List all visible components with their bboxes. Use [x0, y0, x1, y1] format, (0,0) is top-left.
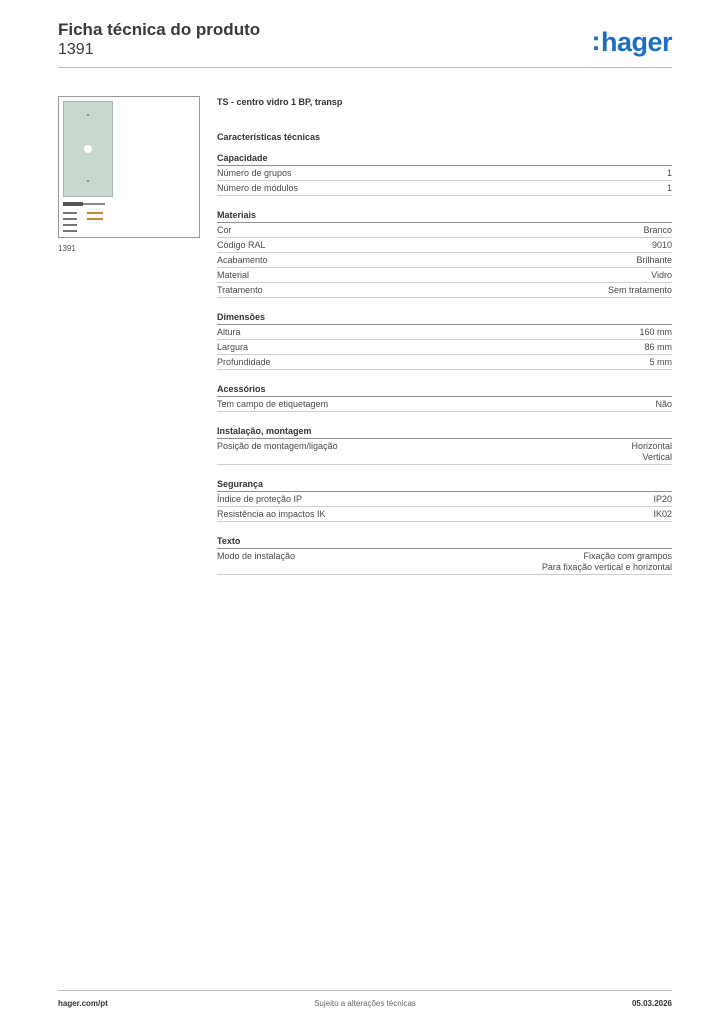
spec-label: Tratamento	[217, 285, 263, 295]
spec-label: Posição de montagem/ligação	[217, 441, 338, 451]
spec-section	[217, 426, 672, 465]
product-number: 1391	[58, 41, 94, 58]
spec-value-line: Brilhante	[636, 255, 672, 265]
spec-label: Resistência ao impactos IK	[217, 509, 326, 519]
header-divider	[58, 67, 672, 68]
spec-row	[217, 166, 672, 181]
spec-row	[217, 549, 672, 575]
spec-label: Cor	[217, 225, 232, 235]
spec-value-line: Sem tratamento	[607, 285, 672, 295]
spec-label: Largura	[217, 342, 249, 352]
spec-row	[217, 492, 672, 507]
spec-row	[217, 397, 672, 412]
spec-value-line: 9010	[651, 240, 672, 250]
plate-screw-top	[87, 114, 89, 116]
spec-section	[217, 153, 672, 196]
spec-value	[653, 509, 672, 520]
spec-value-line: 1	[666, 183, 672, 193]
section-title: Texto	[217, 536, 672, 549]
image-caption: 1391	[58, 244, 76, 253]
spec-value	[636, 255, 672, 266]
page-footer	[58, 990, 672, 1008]
spec-value	[639, 327, 672, 338]
spec-row	[217, 268, 672, 283]
logo-colon: :	[591, 26, 600, 56]
spec-row	[217, 283, 672, 298]
spec-label: Material	[217, 270, 250, 280]
spec-row	[217, 325, 672, 340]
plate-screw-bottom	[87, 180, 89, 182]
spec-label: Código RAL	[217, 240, 266, 250]
spec-label: Número de módulos	[217, 183, 299, 193]
spec-value	[631, 441, 672, 463]
spec-row	[217, 223, 672, 238]
section-title: Segurança	[217, 479, 672, 492]
spec-section	[217, 312, 672, 370]
spec-row	[217, 181, 672, 196]
spec-row	[217, 507, 672, 522]
accessory-bar-tip	[83, 203, 105, 205]
spec-content	[217, 96, 672, 589]
spec-row	[217, 340, 672, 355]
spec-value-line: Não	[655, 399, 672, 409]
spec-value-line: 5 mm	[649, 357, 672, 367]
spec-value-line: 86 mm	[644, 342, 672, 352]
spec-label: Número de grupos	[217, 168, 292, 178]
logo-text: hager	[600, 27, 672, 57]
page-header	[58, 20, 672, 59]
section-title: Capacidade	[217, 153, 672, 166]
legend-line	[63, 218, 77, 220]
spec-value	[653, 494, 672, 505]
section-title: Materiais	[217, 210, 672, 223]
spec-section	[217, 384, 672, 412]
plate-center-hole	[84, 145, 92, 153]
spec-value-line: Vertical	[642, 452, 672, 462]
spec-value-line: 160 mm	[639, 327, 672, 337]
spec-label: Altura	[217, 327, 241, 337]
spec-value-line: Vidro	[651, 270, 672, 280]
tech-characteristics-heading: Características técnicas	[217, 132, 321, 142]
spec-value	[667, 183, 672, 194]
spec-value-line: Horizontal	[631, 441, 672, 451]
spec-label: Acabamento	[217, 255, 268, 265]
spec-section	[217, 479, 672, 522]
spec-sections	[217, 153, 672, 575]
spec-label: Índice de proteção IP	[217, 494, 303, 504]
spec-value	[651, 270, 672, 281]
legend-line-orange	[87, 218, 103, 220]
spec-section	[217, 210, 672, 298]
footer-date: 05.03.2026	[631, 999, 672, 1008]
spec-value	[667, 168, 672, 179]
document-title: Ficha técnica do produto	[58, 20, 261, 39]
spec-value	[644, 342, 672, 353]
spec-row	[217, 238, 672, 253]
spec-value-line: IK02	[653, 509, 672, 519]
spec-section	[217, 536, 672, 575]
spec-label: Tem campo de etiquetagem	[217, 399, 329, 409]
footer-notice: Sujeito a alterações técnicas	[314, 999, 416, 1008]
spec-row	[217, 253, 672, 268]
footer-website: hager.com/pt	[58, 999, 108, 1008]
accessory-bar-image	[63, 202, 83, 206]
spec-value	[655, 399, 672, 410]
product-name: TS - centro vidro 1 BP, transp	[217, 97, 343, 107]
legend-line	[63, 224, 77, 226]
spec-value-line: IP20	[653, 494, 672, 504]
legend-line	[63, 230, 77, 232]
product-image-frame	[58, 96, 200, 238]
spec-value	[608, 285, 672, 296]
legend-line	[63, 212, 77, 214]
spec-row	[217, 439, 672, 465]
section-title: Acessórios	[217, 384, 672, 397]
spec-label: Profundidade	[217, 357, 271, 367]
spec-value	[643, 225, 672, 236]
spec-value-line: Branco	[643, 225, 672, 235]
spec-label: Modo de instalação	[217, 551, 296, 561]
spec-value	[650, 357, 673, 368]
spec-value-line: 1	[666, 168, 672, 178]
section-title: Instalação, montagem	[217, 426, 672, 439]
spec-row	[217, 355, 672, 370]
spec-value-line: Fixação com grampos	[583, 551, 672, 561]
legend-line-orange	[87, 212, 103, 214]
section-title: Dimensões	[217, 312, 672, 325]
spec-value	[652, 240, 672, 251]
spec-value	[542, 551, 672, 573]
hager-logo	[591, 27, 672, 57]
spec-value-line: Para fixação vertical e horizontal	[541, 562, 672, 572]
product-plate-image	[63, 101, 113, 197]
